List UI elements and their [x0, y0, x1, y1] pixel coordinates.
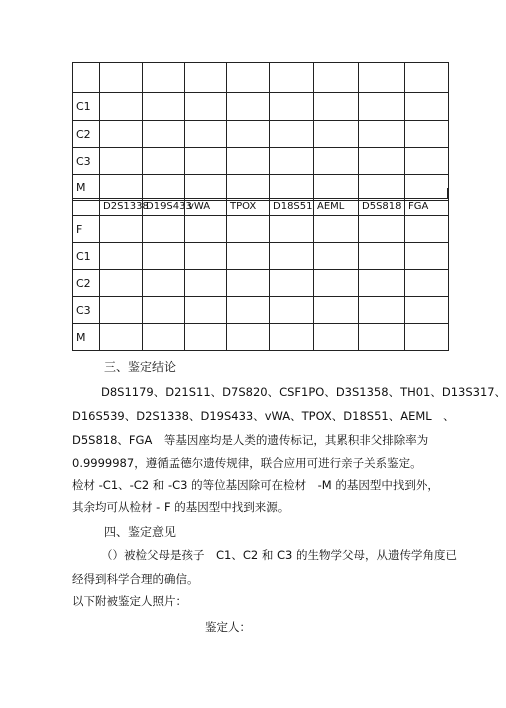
genotype-cell: [143, 216, 185, 243]
genotype-cell: [270, 243, 314, 270]
sample-label: M: [73, 175, 100, 201]
genotype-cell: [405, 243, 449, 270]
genotype-cell: [185, 93, 227, 121]
genotype-cell: [100, 297, 143, 324]
locus-header: D5S818: [359, 199, 405, 216]
sample-label: C1: [73, 243, 100, 270]
locus-header: AEML: [314, 199, 359, 216]
conclusion-line: 检材 -C1、-C2 和 -C3 的等位基因除可在检材 -M 的基因型中找到外，: [72, 478, 439, 492]
genotype-cell: [314, 63, 359, 93]
genotype-cell: [185, 63, 227, 93]
genotype-cell: [143, 121, 185, 148]
table-row: [73, 63, 449, 93]
genotype-cell: [100, 243, 143, 270]
genotype-cell: [359, 243, 405, 270]
genotype-cell: [314, 243, 359, 270]
genotype-cell: [359, 324, 405, 351]
table-row: [73, 297, 449, 324]
genotype-cell: [314, 297, 359, 324]
genotype-cell: [270, 93, 314, 121]
opinion-line: 以下附被鉴定人照片：: [72, 594, 187, 608]
table-row: [73, 121, 449, 148]
genotype-cell: [227, 297, 270, 324]
genotype-cell: [185, 324, 227, 351]
genotype-cell: [405, 121, 449, 148]
locus-header: FGA: [405, 199, 449, 216]
genotype-cell: [270, 270, 314, 297]
locus-header: D19S433: [143, 199, 185, 216]
genotype-cell: [143, 270, 185, 297]
genotype-table-top: [72, 62, 449, 201]
genotype-cell: [227, 93, 270, 121]
genotype-cell: [143, 93, 185, 121]
locus-header: TPOX: [227, 199, 270, 216]
genotype-cell: [314, 148, 359, 175]
conclusion-line: D5S818、FGA 等基因座均是人类的遗传标记，其累积非父排除率为: [72, 433, 429, 447]
genotype-cell: [227, 216, 270, 243]
sample-label: M: [73, 324, 100, 351]
genotype-cell: [143, 243, 185, 270]
genotype-cell: [270, 297, 314, 324]
genotype-cell: [227, 270, 270, 297]
locus-header: D2S1338: [100, 199, 143, 216]
genotype-cell: [185, 270, 227, 297]
genotype-cell: [359, 63, 405, 93]
genotype-cell: [100, 121, 143, 148]
genotype-cell: [359, 270, 405, 297]
genotype-cell: [270, 148, 314, 175]
genotype-cell: [143, 324, 185, 351]
genotype-cell: [405, 93, 449, 121]
genotype-cell: [405, 63, 449, 93]
genotype-cell: [227, 148, 270, 175]
genotype-cell: [227, 243, 270, 270]
signature-label: 鉴定人：: [205, 620, 251, 634]
table-row: [73, 93, 449, 121]
genotype-cell: [185, 121, 227, 148]
section4-heading: 四、鉴定意见: [104, 525, 177, 539]
conclusion-line: 0.9999987，遵循孟德尔遗传规律，联合应用可进行亲子关系鉴定。: [72, 456, 422, 470]
locus-header: D18S51: [270, 199, 314, 216]
section3-heading: 三、鉴定结论: [104, 360, 177, 374]
genotype-cell: [227, 121, 270, 148]
genotype-cell: [270, 121, 314, 148]
genotype-cell: [359, 297, 405, 324]
sample-label: C2: [73, 270, 100, 297]
genotype-cell: [270, 324, 314, 351]
genotype-cell: [100, 63, 143, 93]
genotype-cell: [405, 324, 449, 351]
genotype-cell: [143, 148, 185, 175]
genotype-cell: [185, 243, 227, 270]
genotype-cell: [314, 216, 359, 243]
genotype-cell: [270, 216, 314, 243]
locus-header: vWA: [185, 199, 227, 216]
genotype-cell: [359, 148, 405, 175]
genotype-cell: [227, 63, 270, 93]
opinion-line: 经得到科学合理的确信。: [72, 572, 199, 586]
genotype-cell: [405, 297, 449, 324]
genotype-table-bottom: [72, 198, 449, 351]
genotype-cell: [359, 121, 405, 148]
conclusion-line: 其余均可从检材 - F 的基因型中找到来源。: [72, 500, 290, 514]
opinion-line: （）被检父母是孩子 C1、C2 和 C3 的生物学父母，从遗传学角度已: [101, 548, 458, 562]
genotype-cell: [185, 297, 227, 324]
genotype-cell: [314, 93, 359, 121]
sample-label: C3: [73, 148, 100, 175]
genotype-cell: [405, 148, 449, 175]
sample-label: [73, 63, 100, 93]
genotype-cell: [405, 270, 449, 297]
genotype-cell: [314, 270, 359, 297]
sample-label: C1: [73, 93, 100, 121]
genotype-cell: [100, 93, 143, 121]
genotype-cell: [359, 216, 405, 243]
conclusion-line: D16S539、D2S1338、D19S433、vWA、TPOX、D18S51、AEML 、: [72, 409, 455, 423]
genotype-cell: [405, 216, 449, 243]
locus-header: [73, 199, 100, 216]
genotype-cell: [185, 216, 227, 243]
table-row: [73, 148, 449, 175]
genotype-cell: [185, 148, 227, 175]
genotype-cell: [100, 270, 143, 297]
table-row: [73, 324, 449, 351]
genotype-cell: [143, 63, 185, 93]
genotype-cell: [359, 93, 405, 121]
genotype-cell: [143, 297, 185, 324]
genotype-cell: [314, 324, 359, 351]
table-separator: [72, 188, 448, 198]
table-row: [73, 216, 449, 243]
sample-label: F: [73, 216, 100, 243]
table-row: [73, 270, 449, 297]
genotype-cell: [227, 324, 270, 351]
locus-header-row: [73, 199, 449, 216]
sample-label: C3: [73, 297, 100, 324]
genotype-cell: [314, 121, 359, 148]
conclusion-line: D8S1179、D21S11、D7S820、CSF1PO、D3S1358、TH01、D13S317、: [101, 385, 506, 399]
genotype-cell: [100, 148, 143, 175]
genotype-cell: [100, 324, 143, 351]
table-row: [73, 243, 449, 270]
genotype-cell: [100, 216, 143, 243]
sample-label: C2: [73, 121, 100, 148]
genotype-cell: [270, 63, 314, 93]
